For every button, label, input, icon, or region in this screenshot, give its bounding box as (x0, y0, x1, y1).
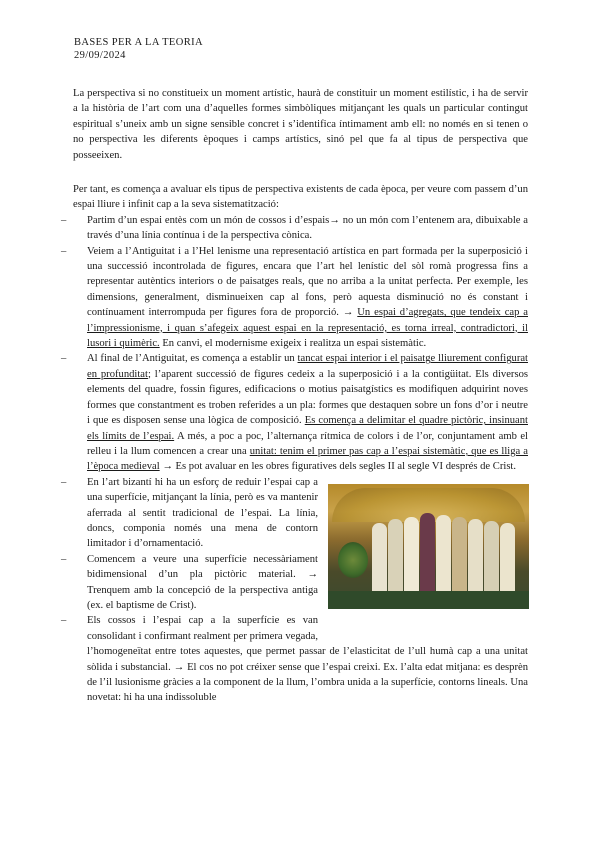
list-item: – Veiem a l’Antiguitat i a l’Hel lenisme una representació artística en part formada per la superposició i una successió incontrolada de figures, encara que l’art hel lenístic del sòl romà progressa fins a representar autèntics interiors o de paisatges reals, que no arriba a la unitat perfecta. Per exemple, les dimensions, generalment, disminueixen cap al fons, però aquesta disminució no és constant i contínuament interrompuda per figures fora de proporció. → Un espai d’agregats, que tendeix cap a l’impressionisme, i quan s’afegeix aquest espai en la representació, es torna irreal, contradictori, il lusori i quimèric. En canvi, el modernisme exigeix i realitza un espai sistemàtic. (73, 244, 528, 352)
document-title: BASES PER A LA TEORIA (74, 37, 203, 48)
underlined-text: tancat espai interior i el paisatge lliurement configurat en profunditat (87, 353, 528, 380)
list-item: – En l’art bizantí hi ha un esforç de reduir l’espai cap a una superfície, mitjançant la línia, però es va mantenir aferrada al sentit tradicional de l’espai. La línia, doncs, componia només una mena de contorn limitador i d’ornamentació. (73, 475, 528, 552)
document-date: 29/09/2024 (74, 50, 126, 61)
document-header (74, 36, 203, 62)
intro-paragraph: La perspectiva si no constitueix un moment artístic, haurà de constituir un moment estilístic, i ha de servir a la història de l’art com una d’aquelles formes simbòliques mitjançant les quals un particular contingut espiritual s’uneix amb un signe sensible concret i s’identifica íntimament amb ell: no només en si tenen o no perspectiva les diferents èpoques i camps artístics, sinó pel que fa al tipus de perspectiva que posseeixen. (73, 88, 528, 161)
main-section (73, 182, 528, 706)
underlined-text: Es comença a delimitar el quadre pictòric, insinuant els límits de l’espai. (87, 415, 528, 442)
section-intro-paragraph: Per tant, es comença a avaluar els tipus de perspectiva existents de cada època, per veure com passem d’un espai lliure i infinit cap a la seva sistematització: (73, 184, 528, 211)
list-item: – Al final de l’Antiguitat, es comença a establir un tancat espai interior i el paisatge lliurement configurat en profunditat; l’aparent successió de figures cedeix a la superposició i a la contigüitat. Els diversos elements del quadre, fossin figures, edificacions o motius paisatgístics es modifiquen adquirint noves formes que constantment es troben referides a un pla: formes que destaquen sobre un fons d’or i neutre i que es disposen sense una lògica de composició. Es comença a delimitar el quadre pictòric, insinuant els límits de l’espai. A més, a poc a poc, l’alternança rítmica de colors i de l’or, conjuntament amb el relleu i la llum comencen a crear una unitat: tenim el primer pas cap a l’espai sistemàtic, que es lliga a l’època medieval → Es pot avaluar en les obres figuratives dels segles II al segle VI després de Crist. (73, 351, 528, 474)
list-item: – Partim d’un espai entès com un món de cossos i d’espais→ no un món com l’entenem ara, dibuixable a través d’una línia contínua i de la perspectiva cònica. (73, 213, 528, 244)
list-item: – Els cossos i l’espai cap a la superfície es van consolidant i confirmant realment per primera vegada, l’homogeneïtat entre totes aquestes, que permet passar de l’elasticitat de l’ull humà cap a una unitat sòlida i substancial. → El cos no pot créixer sense que l’espai creixi. Ex. l’alta edat mitjana: es desprèn de l’il lusionisme gràcies a la component de la llum, l’ombra unida a la superfície, contorns lineals. Una novetat: hi ha una indissoluble (73, 613, 528, 705)
list-item: – Comencem a veure una superfície necessàriament bidimensional d’un pla pictòric material. → Trenquem amb la concepció de la perspectiva antiga (ex. el baptisme de Crist). (73, 552, 528, 614)
mosaic-image (328, 484, 529, 609)
underlined-text: Un espai d’agregats, que tendeix cap a l’impressionisme, i quan s’afegeix aquest espai en la representació, es torna irreal, contradictori, il lusori i quimèric. (87, 307, 528, 350)
underlined-text: unitat: tenim el primer pas cap a l’espai sistemàtic, que es lliga a l’època medieval (87, 445, 528, 473)
